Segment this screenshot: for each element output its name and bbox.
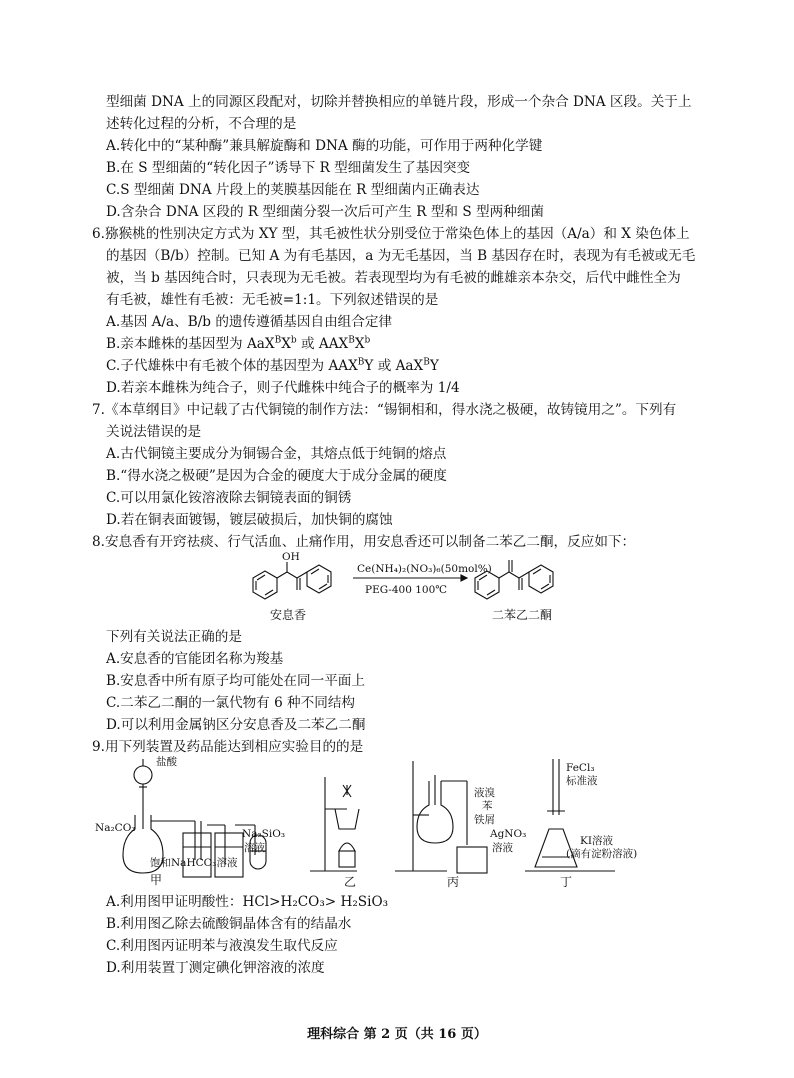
q8-option-a: A.安息香的官能团名称为羧基 <box>106 651 284 667</box>
label-na2sio3: Na₂SiO₃ <box>242 828 286 840</box>
label-agno3: AgNO₃ <box>490 828 527 840</box>
label-agno3-solution: 溶液 <box>492 842 513 854</box>
q7-option-b: B.“得水浇之极硬”是因为合金的硬度大于成分金属的硬度 <box>106 468 447 484</box>
label-ki: KI溶液 <box>580 835 613 847</box>
q8-stem-line1: 8.安息香有开窍祛痰、行气活血、止痛作用，用安息香还可以制备二苯乙二酮，反应如下： <box>92 534 636 550</box>
label-standard: 标准液 <box>566 775 598 787</box>
label-na2co3: Na₂CO₃ <box>95 822 136 834</box>
q6-option-b: B.亲本雌株的基因型为 $AaX^BX^b$ 或 $AAX^BX^b$ <box>106 335 371 352</box>
figure-ding: 丁 <box>560 875 573 889</box>
q7-stem-line2: 关说法错误的是 <box>106 424 202 440</box>
label-benzene: 苯 <box>482 800 493 812</box>
q5-stem-line2: 述转化过程的分析，不合理的是 <box>106 116 297 132</box>
q5-option-c: C.S 型细菌 DNA 片段上的荚膜基因能在 R 型细菌内正确表达 <box>106 182 480 198</box>
label-hcl: 盐酸 <box>156 756 177 768</box>
q5-stem-line1: 型细菌 DNA 上的同源区段配对，切除并替换相应的单链片段，形成一个杂合 DNA 区段。关于上 <box>106 94 692 110</box>
q8-option-d: D.可以利用金属钠区分安息香及二苯乙二酮 <box>106 717 366 733</box>
q7-option-a: A.古代铜镜主要成分为铜锡合金，其熔点低于纯铜的熔点 <box>106 446 447 462</box>
q9-stem-line1: 9.用下列装置及药品能达到相应实验目的的是 <box>92 739 364 755</box>
q6-stem-line2: 的基因（B/b）控制。已知 A 为有毛基因，a 为无毛基因，当 B 基因存在时，表现为有毛被或无毛 <box>106 248 696 264</box>
q7-stem-line1: 7.《本草纲目》中记载了古代铜镜的制作方法：“锡铜相和，得水浇之极硬，故铸镜用之”。下列有 <box>92 402 677 418</box>
benzil-name: 二苯乙二酮 <box>492 608 553 622</box>
q9-option-d: D.利用装置丁测定碘化钾溶液的浓度 <box>106 960 325 976</box>
q9-option-a: A.利用图甲证明酸性：HCl>H₂CO₃> H₂SiO₃ <box>106 894 389 910</box>
q5-option-b: B.在 S 型细菌的“转化因子”诱导下 R 型细菌发生了基因突变 <box>106 160 471 176</box>
figure-yi: 乙 <box>344 875 357 889</box>
q7-option-c: C.可以用氯化铵溶液除去铜镜表面的铜锈 <box>106 490 352 506</box>
oh-label: OH <box>282 551 300 563</box>
figure-bing: 丙 <box>447 875 460 889</box>
q5-option-a: A.转化中的“某种酶”兼具解旋酶和 DNA 酶的功能，可作用于两种化学键 <box>106 138 543 154</box>
q6-stem-line3: 被，当 b 基因纯合时，只表现为无毛被。若表现型均为有毛被的雌雄亲本杂交，后代中雌性全为 <box>106 270 681 286</box>
q5-option-d: D.含杂合 DNA 区段的 R 型细菌分裂一次后可产生 R 型和 S 型两种细菌 <box>106 204 544 220</box>
q6-option-c: C.子代雄株中有毛被个体的基因型为 $AAX^BY$ 或 AaX$^B$Y <box>106 357 439 374</box>
q8-option-c: C.二苯乙二酮的一氯代物有 6 种不同结构 <box>106 695 356 711</box>
reaction-condition-top: Ce(NH₄)₂(NO₃)₆(50mol%) <box>357 563 492 575</box>
reaction-condition-bottom: PEG-400 100℃ <box>365 584 448 596</box>
figure-jia: 甲 <box>150 873 163 887</box>
q6-option-d: D.若亲本雌株为纯合子，则子代雌株中纯合子的概率为 1/4 <box>106 380 460 396</box>
q6-stem-line1: 6.猕猴桃的性别决定方式为 XY 型，其毛被性状分别受位于常染色体上的基因（A/a）和 X 染色体上 <box>92 226 690 242</box>
label-bromine: 液溴 <box>474 787 495 799</box>
benzoin-name: 安息香 <box>270 608 307 622</box>
q7-option-d: D.若在铜表面镀锡，镀层破损后，加快铜的腐蚀 <box>106 512 393 528</box>
label-starch: (滴有淀粉溶液) <box>566 848 638 860</box>
q9-option-c: C.利用图丙证明苯与液溴发生取代反应 <box>106 938 338 954</box>
label-fecl3: FeCl₃ <box>566 762 595 774</box>
page-footer: 理科综合 第 2 页（共 16 页） <box>307 1027 487 1042</box>
label-iron: 铁屑 <box>474 814 495 826</box>
q6-stem-line4: 有毛被，雄性有毛被：无毛被=1:1。下列叙述错误的是 <box>106 292 439 308</box>
q8-stem-line2: 下列有关说法正确的是 <box>106 629 242 645</box>
q9-option-b: B.利用图乙除去硫酸铜晶体含有的结晶水 <box>106 916 352 932</box>
q8-option-b: B.安息香中所有原子均可能处在同一平面上 <box>106 673 365 689</box>
label-nahco3: 饱和NaHCO₃溶液 <box>150 857 238 869</box>
q6-option-a: A.基因 A/a、B/b 的遗传遵循基因自由组合定律 <box>106 314 393 330</box>
label-na2sio3-solution: 溶液 <box>244 842 265 854</box>
